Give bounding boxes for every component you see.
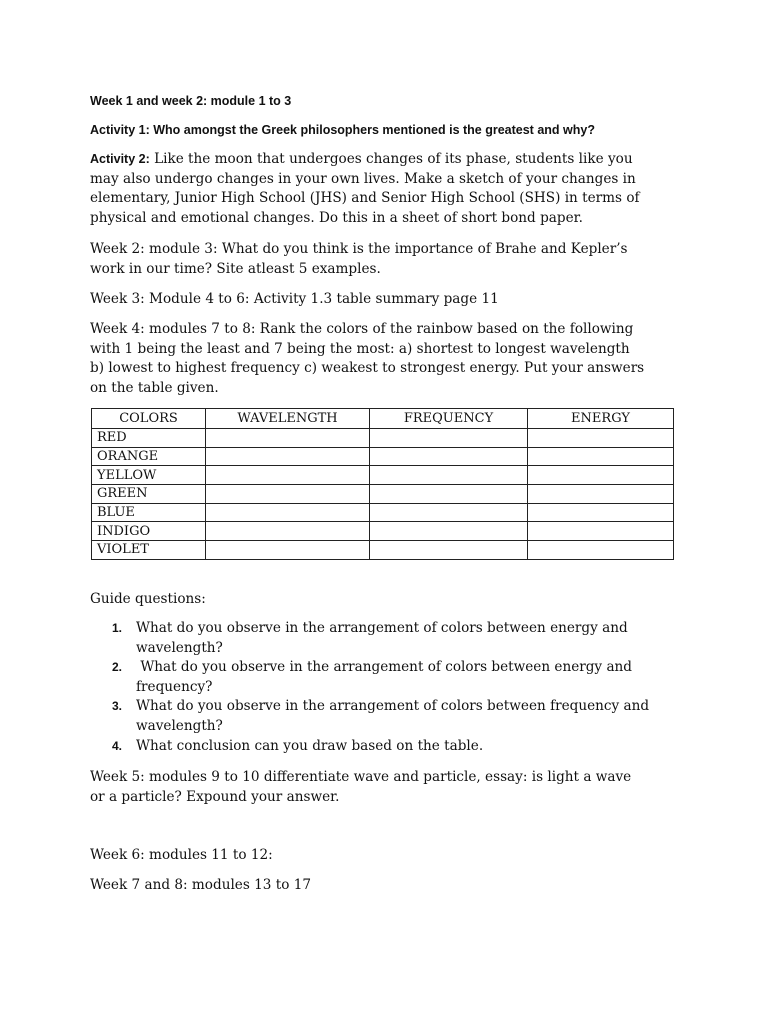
wavelength-cell[interactable]	[206, 503, 370, 522]
week6-line: Week 6: modules 11 to 12:	[90, 847, 273, 863]
table-row	[92, 522, 674, 541]
week4-line: Week 4: modules 7 to 8: Rank the colors of the rainbow based on the following	[90, 321, 634, 337]
week3-paragraph	[90, 290, 690, 310]
frequency-cell[interactable]	[370, 447, 528, 466]
activity1-label: Activity 1:	[90, 123, 150, 137]
energy-cell[interactable]	[528, 503, 674, 522]
table-row	[92, 429, 674, 448]
frequency-cell[interactable]	[370, 522, 528, 541]
wavelength-cell[interactable]	[206, 522, 370, 541]
color-cell: VIOLET	[92, 541, 206, 560]
week4-line: b) lowest to highest frequency c) weakest to strongest energy. Put your answers	[90, 360, 645, 377]
question-line: wavelength?	[136, 639, 223, 656]
energy-cell[interactable]	[528, 541, 674, 560]
week3-line: Week 3: Module 4 to 6: Activity 1.3 table summary page 11	[90, 291, 499, 307]
color-cell: RED	[92, 429, 206, 448]
energy-cell[interactable]	[528, 485, 674, 504]
activity2-line: Like the moon that undergoes changes of its phase, students like you	[154, 151, 633, 167]
list-number: 3.	[112, 699, 123, 714]
activity2-line: may also undergo changes in your own lives. Make a sketch of your changes in	[90, 170, 636, 187]
header-wavelength: WAVELENGTH	[206, 409, 370, 429]
header-frequency: FREQUENCY	[370, 409, 528, 429]
week2-line: Week 2: module 3: What do you think is the importance of Brahe and Kepler’s	[90, 241, 628, 257]
week4-line: on the table given.	[90, 379, 219, 396]
question-line: frequency?	[136, 678, 213, 695]
activity1-line	[90, 123, 595, 137]
color-cell: YELLOW	[92, 466, 206, 485]
list-number: 2.	[112, 660, 123, 675]
question-line: What conclusion can you draw based on the table.	[136, 737, 484, 754]
color-cell: ORANGE	[92, 447, 206, 466]
frequency-cell[interactable]	[370, 429, 528, 448]
activity2-line: physical and emotional changes. Do this in a sheet of short bond paper.	[90, 209, 583, 226]
color-cell: GREEN	[92, 485, 206, 504]
activity2-line: elementary, Junior High School (JHS) and Senior High School (SHS) in terms of	[90, 190, 640, 207]
frequency-cell[interactable]	[370, 485, 528, 504]
guide-questions-list	[90, 619, 690, 756]
rainbow-ranking-table	[91, 408, 674, 560]
week4-line: with 1 being the least and 7 being the most: a) shortest to longest wavelength	[90, 340, 630, 357]
question-line: What do you observe in the arrangement of colors between energy and	[136, 620, 628, 636]
list-item	[90, 619, 690, 658]
wavelength-cell[interactable]	[206, 485, 370, 504]
guide-questions-title	[90, 590, 690, 610]
wavelength-cell[interactable]	[206, 466, 370, 485]
list-item	[90, 697, 690, 736]
wavelength-cell[interactable]	[206, 447, 370, 466]
header-energy: ENERGY	[528, 409, 674, 429]
week5-paragraph	[90, 768, 690, 807]
week6-paragraph	[90, 846, 690, 866]
color-cell: BLUE	[92, 503, 206, 522]
energy-cell[interactable]	[528, 447, 674, 466]
week5-line: or a particle? Expound your answer.	[90, 788, 340, 805]
week5-line: Week 5: modules 9 to 10 differentiate wave and particle, essay: is light a wave	[90, 769, 632, 785]
color-cell: INDIGO	[92, 522, 206, 541]
activity2-paragraph	[90, 150, 690, 228]
question-line: What do you observe in the arrangement of colors between frequency and	[136, 698, 650, 715]
wavelength-cell[interactable]	[206, 541, 370, 560]
question-line: wavelength?	[136, 717, 223, 734]
question-line: What do you observe in the arrangement of colors between energy and	[136, 659, 632, 676]
table-row	[92, 485, 674, 504]
activity2-label: Activity 2:	[90, 152, 150, 166]
frequency-cell[interactable]	[370, 503, 528, 522]
energy-cell[interactable]	[528, 429, 674, 448]
guide-title: Guide questions:	[90, 591, 206, 607]
table-row	[92, 466, 674, 485]
energy-cell[interactable]	[528, 522, 674, 541]
frequency-cell[interactable]	[370, 541, 528, 560]
week7-8-paragraph	[90, 876, 690, 896]
table-row	[92, 541, 674, 560]
week1-heading: Week 1 and week 2: module 1 to 3	[90, 94, 292, 108]
week2-line: work in our time? Site atleast 5 examples.	[90, 260, 381, 277]
list-number: 4.	[112, 738, 123, 753]
activity1-text: Who amongst the Greek philosophers mentioned is the greatest and why?	[153, 123, 595, 137]
list-item	[90, 658, 690, 697]
energy-cell[interactable]	[528, 466, 674, 485]
header-colors: COLORS	[92, 409, 206, 429]
week4-paragraph	[90, 320, 690, 398]
list-number: 1.	[112, 621, 123, 635]
table-header-row	[92, 409, 674, 429]
frequency-cell[interactable]	[370, 466, 528, 485]
table-row	[92, 447, 674, 466]
wavelength-cell[interactable]	[206, 429, 370, 448]
week2-paragraph	[90, 240, 690, 279]
table-row	[92, 503, 674, 522]
list-item	[90, 737, 690, 757]
week7-8-line: Week 7 and 8: modules 13 to 17	[90, 877, 312, 893]
